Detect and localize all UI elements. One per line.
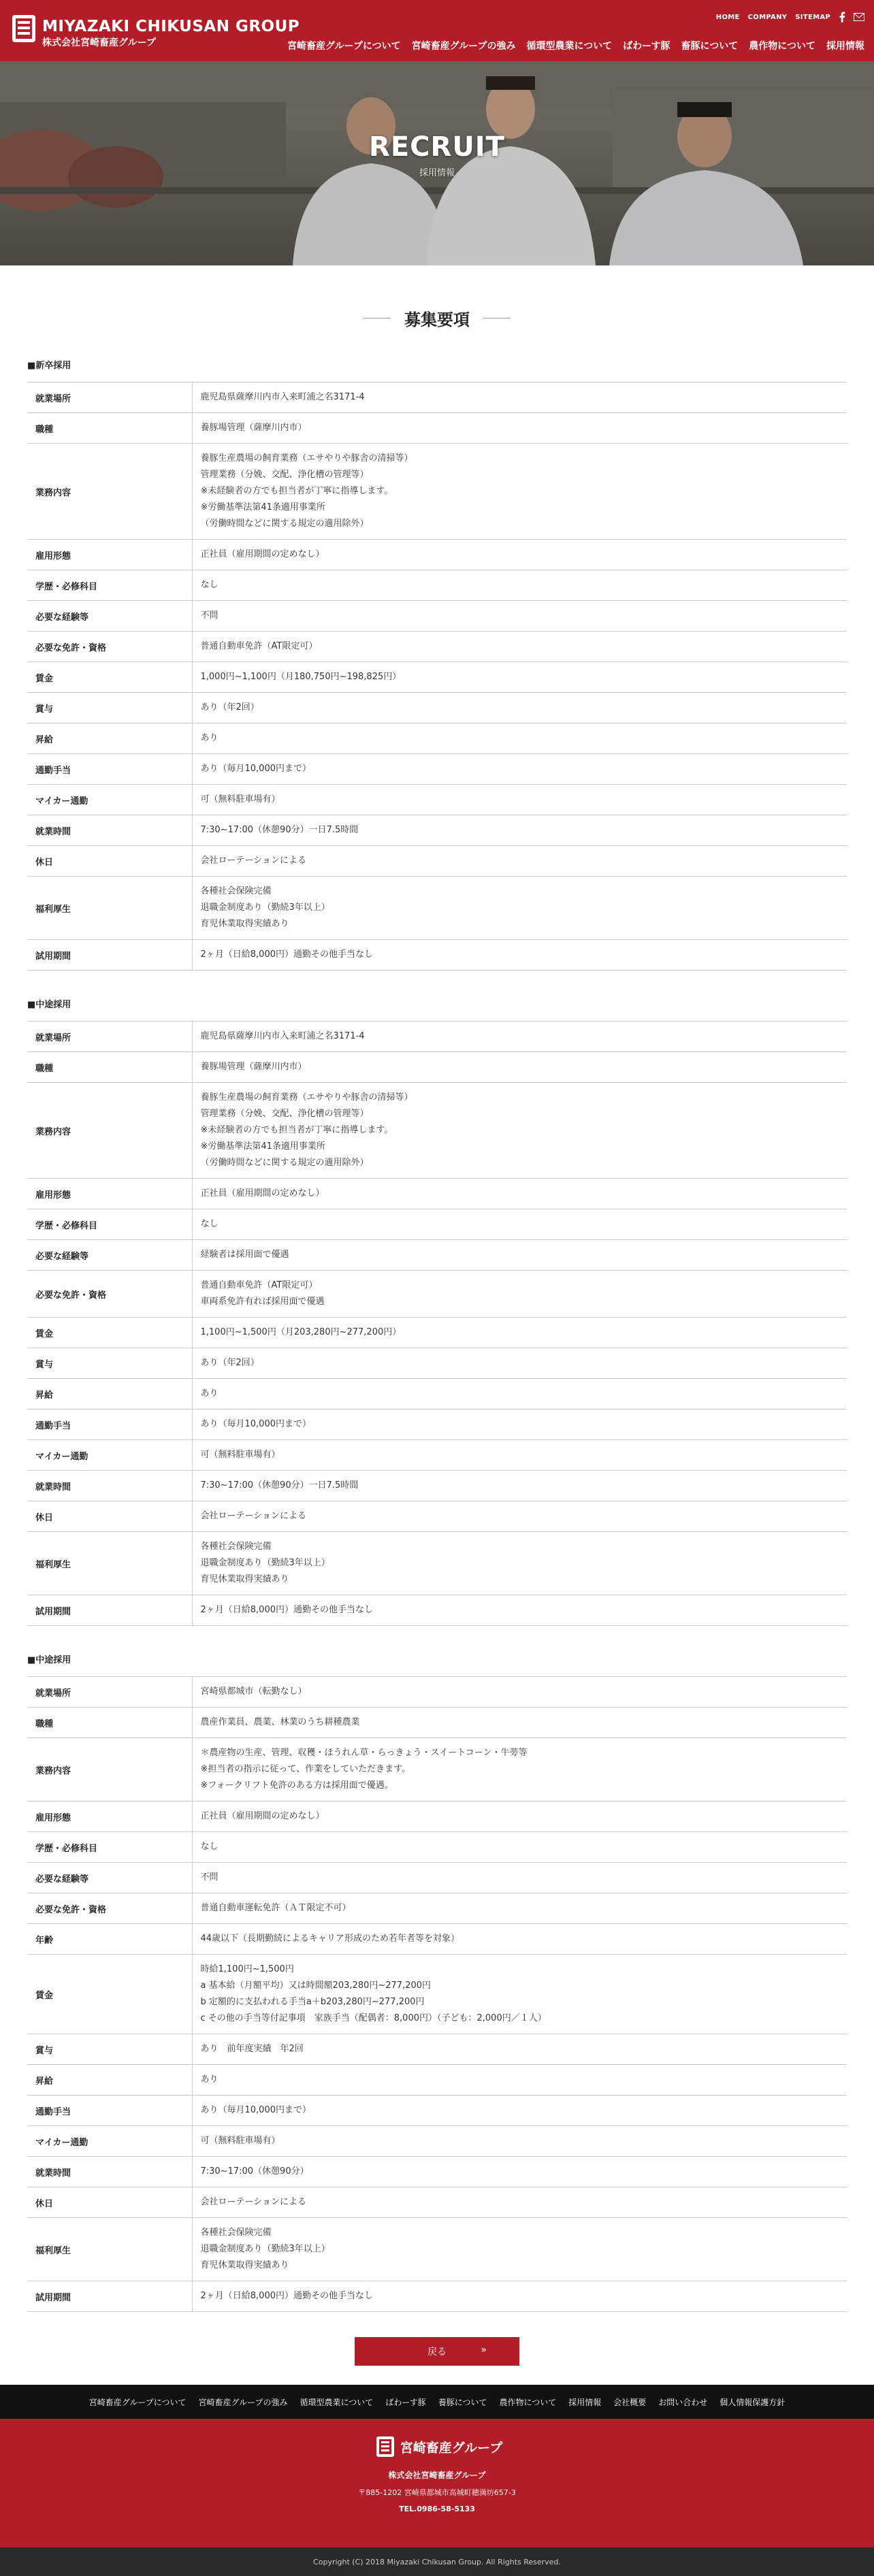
mail-icon[interactable]	[854, 13, 864, 21]
utility-nav	[716, 12, 864, 22]
row-label: 試用期間	[27, 940, 192, 971]
back-button[interactable]	[355, 2337, 519, 2366]
row-value: 不問	[192, 601, 847, 632]
row-label: 必要な免許・資格	[27, 1893, 192, 1924]
table-row	[27, 1532, 847, 1595]
row-value: あり（毎月10,000円まで）	[192, 2096, 847, 2126]
row-value: 2ヶ月（日給8,000円）通勤その他手当なし	[192, 940, 847, 971]
block-heading: ■新卒採用	[27, 361, 71, 371]
table-row	[27, 1738, 847, 1801]
row-value: 正社員（雇用期間の定めなし）	[192, 540, 847, 570]
row-value: 可（無料駐車場有）	[192, 2126, 847, 2157]
row-label: マイカー通勤	[27, 785, 192, 815]
row-value: 会社ローテーションによる	[192, 846, 847, 877]
footer-company-name: 株式会社宮崎畜産グループ	[388, 2471, 486, 2480]
row-label: 年齢	[27, 1924, 192, 1955]
row-value: あり（年2回）	[192, 693, 847, 723]
table-row	[27, 1052, 847, 1083]
row-value: 正社員（雇用期間の定めなし）	[192, 1179, 847, 1209]
double-chevron-right-icon: »	[481, 2345, 487, 2355]
table-row	[27, 2096, 847, 2126]
back-button-label: 戻る	[427, 2347, 447, 2358]
row-label: 賃金	[27, 1318, 192, 1348]
row-value: 7:30~17:00（休憩90分）一日7.5時間	[192, 815, 847, 846]
section-title: 募集要項	[404, 310, 470, 329]
table-row	[27, 693, 847, 723]
table-row	[27, 1832, 847, 1863]
footer-tel[interactable]: TEL.0986-58-5133	[399, 2505, 475, 2513]
copyright: Copyright (C) 2018 Miyazaki Chikusan Group. All Rights Reserved.	[0, 2547, 874, 2576]
row-value: 2ヶ月（日給8,000円）通勤その他手当なし	[192, 2281, 847, 2312]
table-row	[27, 601, 847, 632]
footer-logo-text: 宮崎畜産グループ	[400, 2440, 503, 2456]
nav-recruit[interactable]: 採用情報	[826, 41, 864, 52]
row-label: 昇給	[27, 2065, 192, 2096]
requirements-table	[27, 1676, 847, 2312]
row-value: 時給1,100円~1,500円 a 基本給（月額平均）又は時間額203,280円~277,200円 b 定額的に支払われる手当a＋b203,280円~277,200円 c その他の手当等付記事項 家族手当（配偶者：8,000円）（子ども：2,000円／１人）	[192, 1955, 847, 2034]
table-row	[27, 662, 847, 693]
table-row	[27, 1708, 847, 1738]
row-label: 就業時間	[27, 1471, 192, 1501]
row-label: 賃金	[27, 1955, 192, 2034]
row-value: 普通自動車免許（AT限定可）	[192, 632, 847, 662]
row-value: なし	[192, 1832, 847, 1863]
row-value: 農産作業員、農業、林業のうち耕種農業	[192, 1708, 847, 1738]
footer-nav	[0, 2385, 874, 2419]
row-label: 通勤手当	[27, 1409, 192, 1440]
table-row	[27, 1379, 847, 1409]
row-value: 1,100円~1,500円（月203,280円~277,200円）	[192, 1318, 847, 1348]
company-logo-icon[interactable]	[11, 14, 37, 44]
table-row	[27, 1022, 847, 1052]
row-value: 養豚生産農場の飼育業務（エサやりや豚舎の清掃等） 管理業務（分娩、交配、浄化槽の管理等） ※未経験者の方でも担当者が丁寧に指導します。 ※労働基準法第41条適用事業所 （労働時間などに関する規定の適用除外）	[192, 444, 847, 540]
row-label: 業務内容	[27, 1083, 192, 1179]
row-label: 雇用形態	[27, 1801, 192, 1832]
row-value: 経験者は採用面で優遇	[192, 1240, 847, 1271]
row-label: 就業場所	[27, 1022, 192, 1052]
footer-link-pork-brand[interactable]: ばわーす豚	[385, 2397, 426, 2407]
row-label: 雇用形態	[27, 1179, 192, 1209]
row-value: 養豚場管理（薩摩川内市）	[192, 1052, 847, 1083]
row-value: 2ヶ月（日給8,000円）通勤その他手当なし	[192, 1595, 847, 1626]
table-row	[27, 1179, 847, 1209]
table-row	[27, 1677, 847, 1708]
row-label: 必要な経験等	[27, 601, 192, 632]
nav-crops[interactable]: 農作物について	[749, 41, 815, 52]
table-row	[27, 2034, 847, 2065]
table-row	[27, 1924, 847, 1955]
row-value: 7:30~17:00（休憩90分）一日7.5時間	[192, 1471, 847, 1501]
row-value: 宮崎県都城市（転勤なし）	[192, 1677, 847, 1708]
table-row	[27, 1209, 847, 1240]
table-row	[27, 2126, 847, 2157]
logo-english[interactable]: MIYAZAKI CHIKUSAN GROUP	[42, 18, 300, 35]
row-value: 各種社会保険完備 退職金制度あり（勤続3年以上） 育児休業取得実績あり	[192, 877, 847, 940]
row-value: 会社ローテーションによる	[192, 1501, 847, 1532]
row-label: 学歴・必修科目	[27, 570, 192, 601]
footer-logo[interactable]	[371, 2435, 507, 2458]
row-label: 学歴・必修科目	[27, 1832, 192, 1863]
row-value: 養豚場管理（薩摩川内市）	[192, 413, 847, 444]
row-value: 1,000円~1,100円（月180,750円~198,825円）	[192, 662, 847, 693]
table-row	[27, 1083, 847, 1179]
util-link-sitemap[interactable]: SITEMAP	[795, 13, 830, 21]
row-label: 休日	[27, 2187, 192, 2218]
table-row	[27, 754, 847, 785]
table-row	[27, 413, 847, 444]
row-label: 就業場所	[27, 382, 192, 413]
table-row	[27, 632, 847, 662]
nav-strengths[interactable]: 宮崎畜産グループの強み	[411, 41, 516, 52]
row-label: 賞与	[27, 1348, 192, 1379]
block-heading: ■中途採用	[27, 1655, 71, 1665]
row-value: 44歳以下（長期勤続によるキャリア形成のため若年者等を対象）	[192, 1924, 847, 1955]
row-label: 必要な経験等	[27, 1240, 192, 1271]
row-label: 福利厚生	[27, 2218, 192, 2281]
row-value: あり（毎月10,000円まで）	[192, 754, 847, 785]
row-value: 各種社会保険完備 退職金制度あり（勤続3年以上） 育児休業取得実績あり	[192, 2218, 847, 2281]
table-row	[27, 785, 847, 815]
row-value: 養豚生産農場の飼育業務（エサやりや豚舎の清掃等） 管理業務（分娩、交配、浄化槽の管理等） ※未経験者の方でも担当者が丁寧に指導します。 ※労働基準法第41条適用事業所 （労働時間などに関する規定の適用除外）	[192, 1083, 847, 1179]
row-value: あり	[192, 723, 847, 754]
hero-banner	[0, 61, 874, 265]
table-row	[27, 1240, 847, 1271]
row-value: なし	[192, 1209, 847, 1240]
footer-link-recruit[interactable]: 採用情報	[568, 2397, 602, 2407]
row-label: 職種	[27, 1708, 192, 1738]
table-row	[27, 815, 847, 846]
table-row	[27, 1318, 847, 1348]
footer-link-about[interactable]: 宮崎畜産グループについて	[88, 2397, 187, 2407]
row-value: 可（無料駐車場有）	[192, 1440, 847, 1471]
row-value: あり	[192, 1379, 847, 1409]
util-link-home[interactable]: HOME	[715, 13, 740, 21]
recruit-block-mid-career-1	[27, 997, 847, 1626]
row-label: 試用期間	[27, 2281, 192, 2312]
global-nav	[287, 39, 864, 52]
nav-about[interactable]: 宮崎畜産グループについて	[287, 41, 401, 52]
row-label: 賞与	[27, 693, 192, 723]
row-label: 学歴・必修科目	[27, 1209, 192, 1240]
row-value: あり（毎月10,000円まで）	[192, 1409, 847, 1440]
footer-address: 〒885-1202 宮崎県都城市高城町穂満坊657-3	[358, 2488, 516, 2497]
row-label: 休日	[27, 1501, 192, 1532]
row-value: あり（年2回）	[192, 1348, 847, 1379]
row-value: 普通自動車免許（AT限定可） 車両系免許有れば採用面で優遇	[192, 1271, 847, 1318]
row-label: 昇給	[27, 1379, 192, 1409]
footer-link-privacy[interactable]: 個人情報保護方針	[719, 2397, 786, 2407]
title-line-right	[483, 318, 511, 319]
nav-pork-brand[interactable]: ばわーす豚	[623, 41, 670, 52]
row-value: 正社員（雇用期間の定めなし）	[192, 1801, 847, 1832]
row-value: 普通自動車運転免許（ＡＴ限定不可）	[192, 1893, 847, 1924]
row-label: 職種	[27, 1052, 192, 1083]
row-label: 福利厚生	[27, 877, 192, 940]
footer-link-company[interactable]: 会社概要	[613, 2397, 647, 2407]
row-value: 会社ローテーションによる	[192, 2187, 847, 2218]
block-heading: ■中途採用	[27, 1000, 71, 1010]
table-row	[27, 940, 847, 971]
row-label: マイカー通勤	[27, 2126, 192, 2157]
hero-title: RECRUIT	[369, 131, 505, 163]
row-value: 可（無料駐車場有）	[192, 785, 847, 815]
footer-link-strengths[interactable]: 宮崎畜産グループの強み	[198, 2397, 288, 2407]
nav-pig-farming[interactable]: 畜豚について	[681, 41, 739, 52]
site-footer	[0, 2419, 874, 2547]
recruit-block-mid-career-2	[27, 1652, 847, 2312]
row-label: 昇給	[27, 723, 192, 754]
footer-logo-icon	[376, 2436, 395, 2458]
table-row	[27, 1801, 847, 1832]
hero-subtitle: 採用情報	[419, 168, 455, 178]
table-row	[27, 2187, 847, 2218]
table-row	[27, 2218, 847, 2281]
row-label: 福利厚生	[27, 1532, 192, 1595]
row-value: 鹿児島県薩摩川内市入来町浦之名3171-4	[192, 382, 847, 413]
table-row	[27, 877, 847, 940]
row-label: 休日	[27, 846, 192, 877]
row-label: 通勤手当	[27, 754, 192, 785]
row-value: 7:30~17:00（休憩90分）	[192, 2157, 847, 2187]
nav-circular-farming[interactable]: 循環型農業について	[526, 41, 613, 52]
recruit-block-new-grad	[27, 358, 847, 971]
table-row	[27, 1893, 847, 1924]
row-value: 鹿児島県薩摩川内市入来町浦之名3171-4	[192, 1022, 847, 1052]
table-row	[27, 846, 847, 877]
util-link-company[interactable]: COMPANY	[747, 13, 788, 21]
table-row	[27, 1863, 847, 1893]
row-label: 通勤手当	[27, 2096, 192, 2126]
facebook-icon[interactable]	[839, 12, 845, 22]
row-label: 必要な経験等	[27, 1863, 192, 1893]
requirements-table	[27, 1021, 847, 1626]
table-row	[27, 570, 847, 601]
table-row	[27, 1595, 847, 1626]
table-row	[27, 1501, 847, 1532]
hero-photo-workers	[0, 61, 874, 265]
row-value: ＊農産物の生産、管理、収穫・ほうれん草・らっきょう・スイートコーン・牛蒡等 ※担当者の指示に従って、作業をしていただきます。 ※フォークリフト免許のある方は採用面で優遇。	[192, 1738, 847, 1801]
row-label: 試用期間	[27, 1595, 192, 1626]
requirements-table	[27, 382, 847, 971]
table-row	[27, 723, 847, 754]
footer-link-contact[interactable]: お問い合わせ	[658, 2397, 708, 2407]
table-row	[27, 382, 847, 413]
table-row	[27, 1471, 847, 1501]
row-label: 業務内容	[27, 444, 192, 540]
row-label: 賞与	[27, 2034, 192, 2065]
row-value: なし	[192, 570, 847, 601]
row-label: 就業場所	[27, 1677, 192, 1708]
table-row	[27, 1271, 847, 1318]
row-label: 必要な免許・資格	[27, 1271, 192, 1318]
row-value: 各種社会保険完備 退職金制度あり（勤続3年以上） 育児休業取得実績あり	[192, 1532, 847, 1595]
table-row	[27, 444, 847, 540]
row-value: あり	[192, 2065, 847, 2096]
row-label: 就業時間	[27, 2157, 192, 2187]
table-row	[27, 540, 847, 570]
table-row	[27, 2281, 847, 2312]
table-row	[27, 2157, 847, 2187]
table-row	[27, 2065, 847, 2096]
footer-link-crops[interactable]: 農作物について	[499, 2397, 557, 2407]
site-header	[0, 0, 874, 61]
row-label: 就業時間	[27, 815, 192, 846]
table-row	[27, 1955, 847, 2034]
row-label: マイカー通勤	[27, 1440, 192, 1471]
row-label: 賃金	[27, 662, 192, 693]
row-value: あり 前年度実績 年2回	[192, 2034, 847, 2065]
row-label: 職種	[27, 413, 192, 444]
row-value: 不問	[192, 1863, 847, 1893]
table-row	[27, 1348, 847, 1379]
table-row	[27, 1409, 847, 1440]
footer-link-pig-farming[interactable]: 養豚について	[438, 2397, 487, 2407]
footer-link-circular-farming[interactable]: 循環型農業について	[300, 2397, 374, 2407]
table-row	[27, 1440, 847, 1471]
row-label: 業務内容	[27, 1738, 192, 1801]
row-label: 雇用形態	[27, 540, 192, 570]
logo-japanese[interactable]: 株式会社宮崎畜産グループ	[42, 37, 156, 48]
row-label: 必要な免許・資格	[27, 632, 192, 662]
